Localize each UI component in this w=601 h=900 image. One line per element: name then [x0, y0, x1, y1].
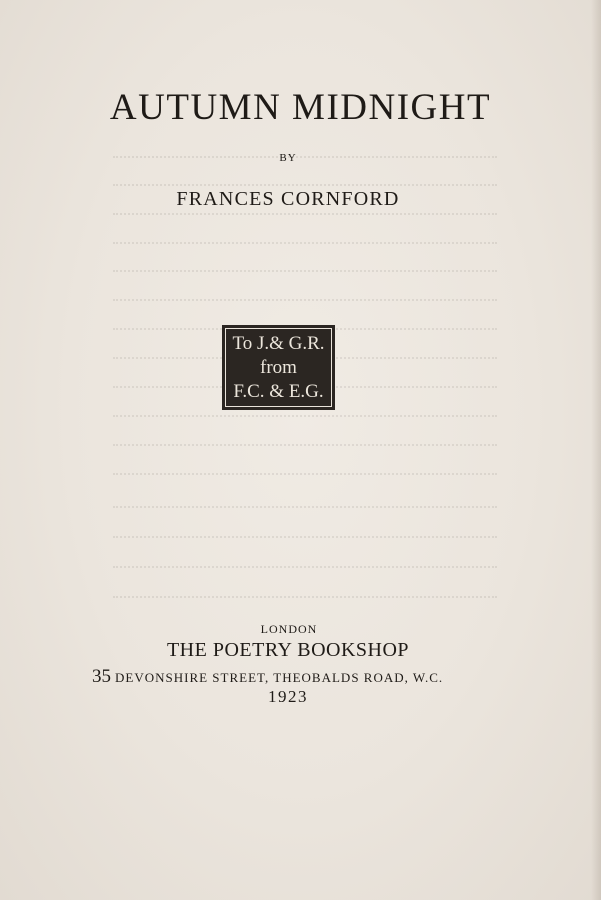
book-title: AUTUMN MIDNIGHT: [109, 87, 492, 128]
inscription-line-3: F.C. & E.G.: [233, 381, 324, 402]
imprint-city: LONDON: [260, 622, 318, 636]
imprint-year: 1923: [268, 687, 308, 706]
page-edge-shadow: [591, 0, 601, 900]
address-street: DEVONSHIRE STREET, THEOBALDS ROAD, W.C.: [115, 670, 444, 685]
imprint-address: [92, 666, 443, 688]
author-name: FRANCES CORNFORD: [176, 188, 400, 210]
address-number: 35: [92, 666, 111, 687]
inscription-line-2: from: [260, 357, 297, 378]
by-line: BY: [279, 152, 297, 164]
imprint-publisher: THE POETRY BOOKSHOP: [166, 639, 410, 661]
dedication-stamp: [222, 325, 335, 410]
inscription-line-1: To J.& G.R.: [232, 333, 325, 354]
